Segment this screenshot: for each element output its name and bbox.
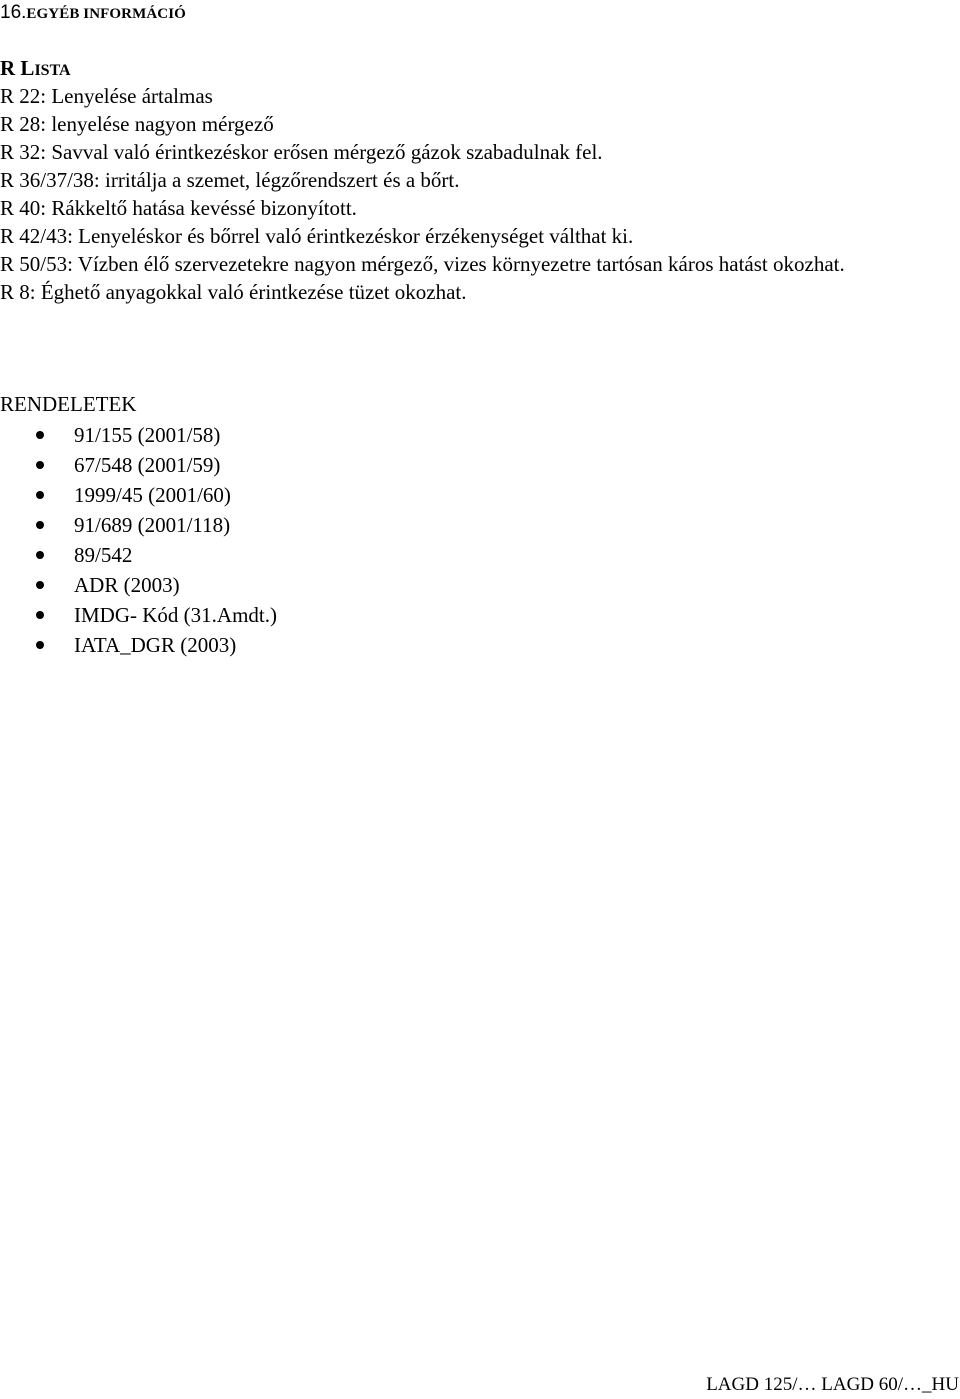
r-list-heading-rest: ISTA [34, 62, 71, 79]
r-list-heading-initial: R L [0, 56, 35, 80]
r-phrase-item: R 28: lenyelése nagyon mérgező [0, 112, 274, 136]
section-title [0, 0, 186, 26]
bullet-icon [36, 611, 44, 619]
rendeletek-item-text: 89/542 [74, 543, 133, 567]
bullet-icon [36, 581, 44, 589]
rendeletek-item-text: IATA_DGR (2003) [74, 633, 237, 657]
bullet-icon [36, 491, 44, 499]
page-footer: LAGD 125/… LAGD 60/…_HU [706, 1374, 959, 1395]
r-phrase-list [0, 82, 958, 306]
rendeletek-item-text: 91/689 (2001/118) [74, 513, 231, 537]
rendeletek-item-text: IMDG- Kód (31.Amdt.) [74, 603, 277, 627]
r-phrase-item: R 8: Éghető anyagokkal való érintkezése tüzet okozhat. [0, 280, 467, 304]
bullet-icon [36, 641, 44, 649]
rendeletek-item-text: 1999/45 (2001/60) [74, 483, 231, 507]
rendeletek-heading: RENDELETEK [0, 392, 137, 416]
bullet-icon [36, 551, 44, 559]
rendeletek-item-text: ADR (2003) [74, 573, 180, 597]
r-phrase-item: R 22: Lenyelése ártalmas [0, 84, 213, 108]
section-number: 16. [0, 2, 27, 23]
r-list-heading [0, 55, 71, 84]
bullet-icon [36, 461, 44, 469]
r-phrase-item: R 40: Rákkeltő hatása kevéssé bizonyított. [0, 196, 357, 220]
r-phrase-item: R 42/43: Lenyeléskor és bőrrel való érintkezéskor érzékenységet válthat ki. [0, 224, 634, 248]
rendeletek-item-text: 91/155 (2001/58) [74, 423, 221, 447]
rendeletek-item-text: 67/548 (2001/59) [74, 453, 221, 477]
bullet-icon [36, 521, 44, 529]
r-phrase-item: R 32: Savval való érintkezéskor erősen mérgező gázok szabadulnak fel. [0, 140, 603, 164]
r-phrase-item: R 36/37/38: irritálja a szemet, légzőrendszert és a bőrt. [0, 168, 460, 192]
r-phrase-item: R 50/53: Vízben élő szervezetekre nagyon mérgező, vizes környezetre tartósan káros hatást okozhat. [0, 252, 845, 276]
bullet-icon [36, 431, 44, 439]
section-title-text: EGYÉB INFORMÁCIÓ [26, 6, 186, 22]
